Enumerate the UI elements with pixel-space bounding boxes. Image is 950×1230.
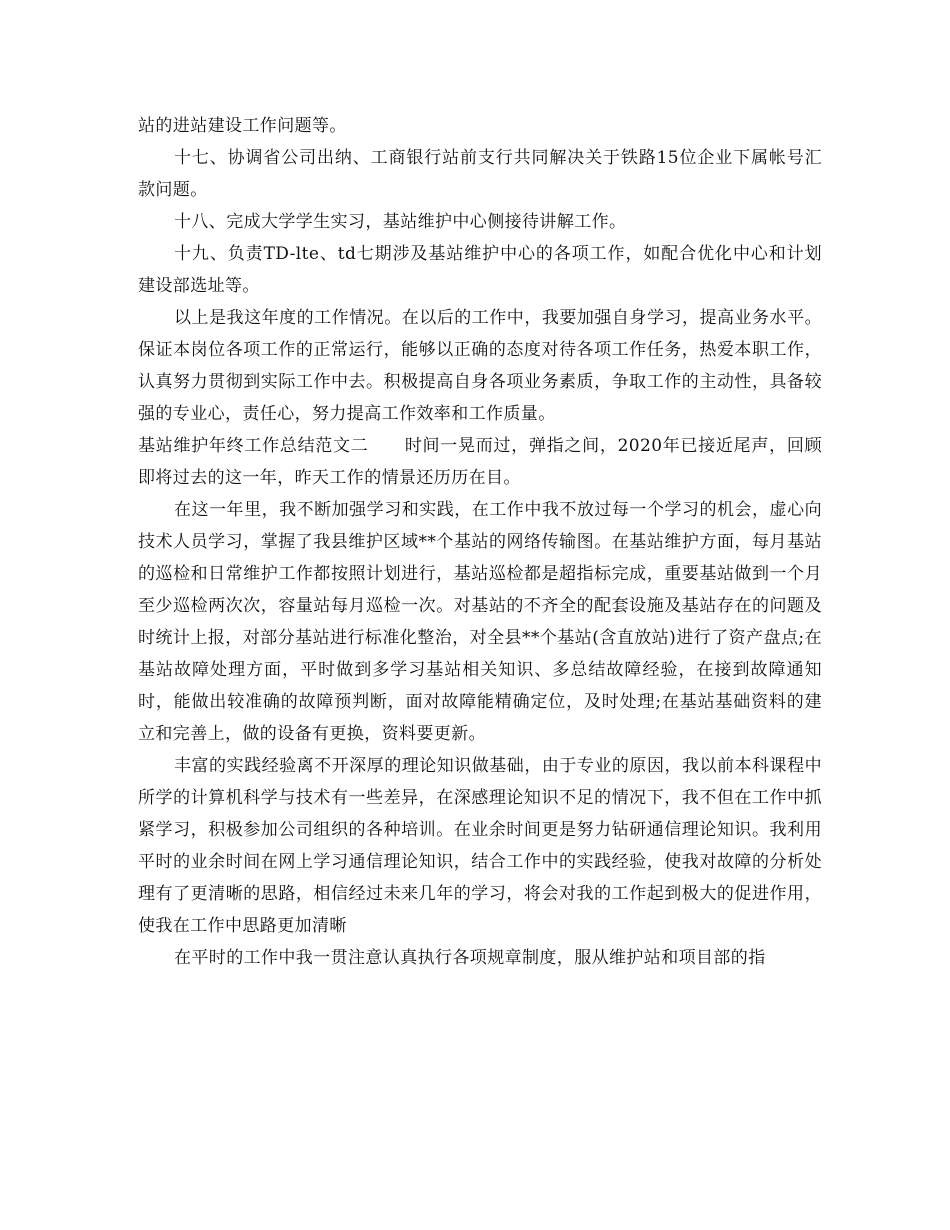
section-intro-text: 时间一晃而过，弹指之间，2020年已接近尾声，回顾即将过去的这一年，昨天工作的情景还历历在目。 [138,436,822,488]
paragraph-continuation: 站的进站建设工作问题等。 [138,116,347,136]
paragraph-rules: 在平时的工作中我一贯注意认真执行各项规章制度，服从维护站和项目部的指 [174,948,766,968]
paragraph-summary: 以上是我这年度的工作情况。在以后的工作中，我要加强自身学习，提高业务水平。保证本岗位各项工作的正常运行，能够以正确的态度对待各项工作任务，热爱本职工作，认真努力贯彻到实际工作中去。积极提高自身各项业务素质，争取工作的主动性，具备较强的专业心，责任心，努力提高工作效率和工作质量。 [138,308,822,424]
section-heading: 基站维护年终工作总结范文二 [138,436,369,456]
paragraph-item-19: 十九、负责TD-lte、td七期涉及基站维护中心的各项工作，如配合优化中心和计划建设部选址等。 [138,244,822,296]
paragraph-item-17: 十七、协调省公司出纳、工商银行站前支行共同解决关于铁路15位企业下属帐号汇款问题。 [138,148,822,200]
document-body [138,110,822,974]
paragraph-item-18: 十八、完成大学学生实习，基站维护中心侧接待讲解工作。 [174,212,627,232]
paragraph-section-two [138,430,822,494]
paragraph-practice: 在这一年里，我不断加强学习和实践，在工作中我不放过每一个学习的机会，虚心向技术人员学习，掌握了我县维护区域**个基站的网络传输图。在基站维护方面，每月基站的巡检和日常维护工作都按照计划进行，基站巡检都是超指标完成，重要基站做到一个月至少巡检两次次，容量站每月巡检一次。对基站的不齐全的配套设施及基站存在的问题及时统计上报，对部分基站进行标准化整治，对全县**个基站(含直放站)进行了资产盘点;在基站故障处理方面，平时做到多学习基站相关知识、多总结故障经验，在接到故障通知时，能做出较准确的故障预判断，面对故障能精确定位，及时处理;在基站基础资料的建立和完善上，做的设备有更换，资料要更新。 [138,500,822,744]
paragraph-theory: 丰富的实践经验离不开深厚的理论知识做基础，由于专业的原因，我以前本科课程中所学的计算机科学与技术有一些差异，在深感理论知识不足的情况下，我不但在工作中抓紧学习，积极参加公司组织的各种培训。在业余时间更是努力钻研通信理论知识。我利用平时的业余时间在网上学习通信理论知识，结合工作中的实践经验，使我对故障的分析处理有了更清晰的思路，相信经过未来几年的学习，将会对我的工作起到极大的促进作用，使我在工作中思路更加清晰 [138,756,822,936]
